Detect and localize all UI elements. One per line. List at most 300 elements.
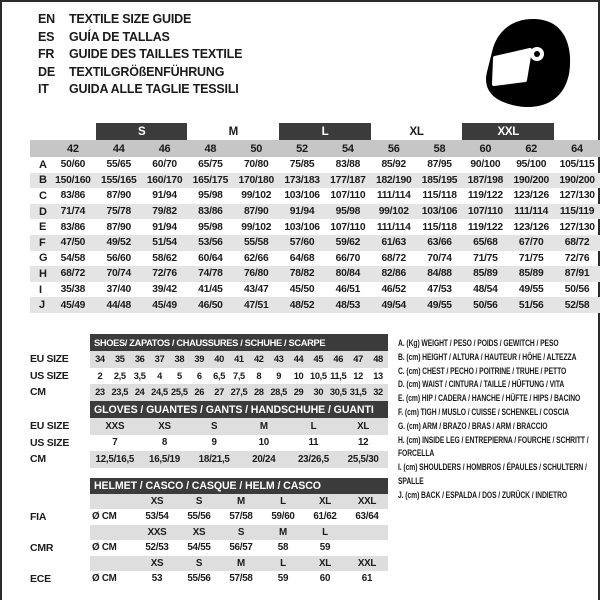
measure-cell: 127/130 [559,190,595,202]
measure-cell: 84/88 [427,268,452,280]
helmet-cell: 56/57 [229,542,253,554]
measure-cell: 66/70 [335,252,361,264]
measure-cell: 70/74 [106,268,131,280]
measure-cell: 80/84 [335,268,361,280]
measure-cell: 70/74 [427,252,452,264]
shoes-cell: 6 [196,370,202,381]
measure-letter: B [39,174,47,187]
gloves-cell: XXS [90,418,140,435]
measure-cell: 87/90 [106,221,131,233]
measure-cell: 105/115 [559,159,595,171]
shoes-cell: 2,5 [113,370,126,381]
measure-cell: 115/118 [422,221,457,233]
helmet-sizes-row-ece [30,556,388,572]
measure-cell: 72/76 [152,268,177,280]
measure-cell: 115/119 [559,206,595,218]
helmet-cell: 52/53 [145,542,169,554]
corner-spacer [30,123,50,140]
measure-cell: 91/94 [152,190,177,202]
legend-item: I. (cm) SHOULDERS / HOMBROS / ÉPAULES / SCHULTERN / SPALLE [398,461,587,486]
size-group-s: S [96,123,188,140]
gloves-title: GLOVES / GUANTES / GANTS / HANDSCHUHE / GUANTI [90,401,388,418]
helmet-unit-spacer [90,494,136,510]
measure-cell: 182/190 [375,174,412,186]
gloves-cell: 25,5/30 [338,451,388,468]
shoes-cell: 30,5 [328,384,348,401]
measure-cell: 59/62 [335,237,361,249]
measure-cell: 45/49 [60,299,86,311]
measure-cell: 190/200 [513,174,549,186]
helmet-cell: 61 [361,573,373,585]
measure-cell: 87/90 [243,206,269,218]
measure-cell: 53/56 [198,237,223,249]
gloves-size-table [30,401,388,468]
measure-cell: 111/114 [376,221,411,233]
measure-cell: 187/198 [467,174,504,186]
helmet-unit-spacer [90,556,136,572]
shoes-cell: 25,5 [169,384,189,401]
measure-row-g [30,251,600,267]
measure-row-a [30,157,600,173]
shoes-cell: 36 [130,351,150,368]
measure-cell: 47/50 [60,237,86,249]
size-group-row [30,123,600,140]
measure-cell: 62/66 [243,252,269,264]
helmet-size-header: XL [304,556,346,572]
measure-cell: 107/110 [330,190,366,202]
legend-item: J. (cm) BACK / ESPALDA / DOS / ZURÜCK / INDIETRO [398,488,568,500]
helmet-standard-label: CMR [30,540,90,556]
measure-cell: 39/42 [152,284,177,296]
helmet-size-header: S [178,494,220,510]
helmet-cell: 55/56 [187,511,211,523]
measure-cell: 123/126 [513,190,549,202]
gloves-row-label: US SIZE [30,435,90,452]
language-title-text: TEXTILE SIZE GUIDE [69,12,192,26]
shoes-cell: 44 [289,351,309,368]
measure-cell: 95/98 [198,221,223,233]
measure-letter: J [39,299,45,312]
size-group-m: M [228,125,238,138]
shoes-cell: 24,5 [150,384,170,401]
measure-letter: G [39,252,48,265]
measure-cell: 79/82 [152,206,177,218]
gloves-cell: 16,5/19 [140,451,190,468]
helmet-cell: 59 [319,542,331,554]
measure-cell: 95/100 [516,159,547,171]
shoes-cell: 11,5 [330,370,347,381]
gloves-cell: 12 [357,437,369,449]
measure-cell: 95/98 [335,206,361,218]
shoes-cell: 23,5 [110,384,130,401]
legend-item: G. (cm) ARM / BRAZO / BRAS / ARM / BRACCIO [398,419,548,431]
measure-cell: 185/195 [421,174,458,186]
language-title-text: TEXTILGRÖßENFÜHRUNG [69,64,225,79]
helmet-cell: 53/54 [145,511,169,523]
measure-cell: 103/106 [284,221,320,233]
helmet-size-header: XS [136,556,178,572]
language-code: FR [38,47,55,62]
measure-row-b [30,173,600,189]
measure-cell: 190/200 [559,174,595,186]
measure-cell: 58/62 [152,252,177,264]
shoes-cell: 45 [308,351,328,368]
measure-letter: I [39,283,42,296]
shoes-size-table [30,334,388,401]
helmet-cell: 54/55 [187,542,211,554]
measure-cell: 123/126 [513,221,549,233]
measure-cell: 67/70 [518,237,544,249]
size-group-l: L [279,123,371,140]
measure-cell: 74/78 [198,268,223,280]
measure-letter: C [39,189,47,202]
measure-row-e [30,219,600,235]
helmet-size-header: S [220,525,262,541]
measure-cell: 99/102 [378,206,409,218]
measure-cell: 65/68 [473,237,498,249]
textile-size-grid [30,123,600,313]
shoes-cell: 47 [348,351,368,368]
measure-cell: 65/75 [198,159,223,171]
size-header-46: 46 [158,142,171,155]
gloves-cell: 10 [258,437,269,449]
helmet-cell: 59/60 [271,511,295,523]
legend-item: C. (cm) CHEST / PECHO / POITRINE / TRUHE / PETTO [398,364,567,376]
measure-cell: 48/53 [335,299,361,311]
shoes-row-cm [30,384,388,401]
measure-cell: 54/58 [60,252,86,264]
measure-cell: 99/102 [241,221,272,233]
language-title-text: GUIDA ALLE TAGLIE TESSILI [69,82,239,97]
shoes-cell: 24 [130,384,150,401]
shoes-grid [30,334,388,401]
shoes-cell: 27,5 [229,384,249,401]
shoes-cell: 43 [269,351,289,368]
shoes-cell: 26 [189,384,209,401]
measure-cell: 115/118 [422,190,457,202]
gloves-row-cm [30,451,388,468]
shoes-row-label: EU SIZE [30,351,90,368]
helmet-sizes-row-cmr [30,525,388,541]
shoes-cell: 35 [110,351,130,368]
measure-cell: 44/48 [106,299,131,311]
measure-cell: 46/51 [335,284,361,296]
measure-cell: 75/78 [106,206,131,218]
measure-cell: 56/60 [106,252,131,264]
gloves-cell: L [289,418,339,435]
gloves-title-spacer [30,401,90,418]
helmet-size-header: M [262,525,304,541]
shoes-title: SHOES/ ZAPATOS / CHAUSSURES / SCHUHE / SCARPE [90,334,388,351]
measure-letter: E [39,221,47,234]
gloves-cell: 12,5/16,5 [90,451,140,468]
helmet-sizes-spacer [30,525,90,541]
shoes-cell: 7,5 [233,370,245,381]
shoes-cell: 29 [289,384,309,401]
measure-row-c [30,188,600,204]
measure-cell: 35/38 [60,284,86,296]
measure-cell: 50/60 [60,159,86,171]
measure-cell: 95/98 [198,190,223,202]
measure-letter: A [39,158,47,171]
shoes-cell: 48 [368,351,388,368]
helmet-size-header: XXS [136,525,178,541]
measure-row-d [30,204,600,220]
measure-cell: 51/54 [152,237,177,249]
measure-letter: D [39,205,47,218]
measure-cell: 55/58 [243,237,269,249]
shoes-row-label: US SIZE [30,368,90,385]
measure-cell: 103/106 [284,190,320,202]
shoes-cell: 10,5 [310,370,327,381]
shoes-cell: 30 [308,384,328,401]
measure-cell: 75/85 [289,159,315,171]
helmet-cell: 58 [277,542,289,554]
shoes-cell: 6,5 [213,370,226,381]
measure-row-f [30,235,600,251]
gloves-cell: 23/26,5 [289,451,339,468]
gloves-grid [30,401,388,468]
language-code: IT [38,82,49,97]
size-group-xxl: XXL [462,123,554,140]
helmet-cell: 57/58 [229,573,253,585]
measure-cell: 91/94 [152,221,177,233]
shoes-row-eu-size [30,351,388,368]
legend-item: B. (cm) HEIGHT / ALTURA / HAUTEUR / HÖHE / ALTEZZA [398,350,577,362]
measure-cell: 49/55 [427,299,452,311]
measure-cell: 87/91 [564,268,590,280]
shoes-cell: 12 [353,370,363,381]
measure-cell: 68/72 [564,237,590,249]
measure-cell: 51/56 [518,299,544,311]
shoes-cell: 8 [256,370,262,381]
size-header-42: 42 [67,142,79,155]
gloves-row-label: CM [30,451,90,468]
measure-cell: 107/110 [330,221,366,233]
gloves-row-us-size [30,435,388,452]
shoes-cell: 40 [209,351,229,368]
helmet-unit-label: Ø CM [92,511,117,523]
measure-cell: 68/72 [60,268,86,280]
shoes-cell: 46 [328,351,348,368]
helmet-grid [30,478,388,587]
shoes-cell: 27 [209,384,229,401]
shoes-cell: 31,5 [348,384,368,401]
measure-cell: 49/55 [518,284,544,296]
helmet-unit-label: Ø CM [92,573,117,585]
measure-cell: 127/130 [559,221,595,233]
measure-cell: 119/122 [467,221,503,233]
measure-cell: 85/89 [518,268,544,280]
measure-cell: 68/72 [381,252,406,264]
gloves-cell: 18/21,5 [189,451,239,468]
helmet-unit-spacer [90,525,136,541]
measure-cell: 83/86 [60,190,86,202]
size-header-54: 54 [342,142,354,155]
shoes-cell: 5 [176,370,182,381]
helmet-cell: 63/64 [355,511,379,523]
shoes-cell: 13 [373,370,383,381]
measure-cell: 45/50 [289,284,315,296]
helmet-cell: 61/62 [313,511,337,523]
measure-cell: 78/82 [289,268,315,280]
measurement-legend [398,336,590,502]
measure-row-j [30,297,600,313]
helmet-values-row-fia [30,509,388,525]
measure-cell: 107/110 [467,206,503,218]
size-header-52: 52 [296,142,308,155]
measure-cell: 99/102 [241,190,272,202]
helmet-size-header: M [220,556,262,572]
shoes-cell: 32 [368,384,388,401]
gloves-row-label: EU SIZE [30,418,90,435]
measure-cell: 72/76 [564,252,590,264]
measure-cell: 47/53 [427,284,452,296]
shoes-cell: 10 [293,370,304,381]
gloves-cell: 8 [161,437,168,449]
gloves-cell: M [239,418,289,435]
measure-cell: 60/64 [198,252,223,264]
shoes-row-label: CM [30,384,90,401]
measure-row-h [30,266,600,282]
helmet-cell: 57/58 [229,511,253,523]
helmet-cell: 55/56 [187,573,211,585]
measure-row-i [30,282,600,298]
measure-cell: 70/80 [243,159,269,171]
shoes-cell: 38 [169,351,189,368]
gloves-title-row [30,401,388,418]
shoes-cell: 9 [276,370,282,381]
measure-cell: 49/54 [381,299,406,311]
language-title-line [38,46,242,64]
size-header-50: 50 [250,142,263,155]
measure-cell: 63/66 [427,237,452,249]
measure-cell: 47/51 [243,299,269,311]
helmet-size-header: L [262,556,304,572]
helmet-values-row-cmr [30,540,388,556]
measure-cell: 91/94 [289,206,315,218]
shoes-title-spacer [30,334,90,351]
size-header-56: 56 [387,142,400,155]
measure-letter: F [39,236,46,249]
measure-cell: 57/60 [289,237,315,249]
measure-cell: 160/170 [146,174,183,186]
measure-cell: 111/114 [376,190,411,202]
measure-cell: 71/75 [473,252,498,264]
measure-cell: 43/47 [243,284,269,296]
helmet-cell: 60 [319,573,331,585]
size-header-48: 48 [204,142,217,155]
gloves-cell: 20/24 [239,451,289,468]
shoes-cell: 23 [90,384,110,401]
gloves-cell: 11 [308,437,319,449]
language-title-line [38,64,242,82]
helmet-icon-svg [485,18,571,108]
textile-size-table [30,123,600,313]
helmet-cell: 53 [151,573,163,585]
helmet-title-row [30,478,388,494]
helmet-size-header: L [262,494,304,510]
size-header-60: 60 [479,142,492,155]
language-code: EN [38,12,55,26]
measure-cell: 83/88 [335,159,361,171]
language-title-line [38,81,242,99]
helmet-cell: 59 [277,573,289,585]
measure-cell: 55/65 [106,159,131,171]
helmet-unit-label: Ø CM [92,542,117,554]
measure-cell: 46/50 [198,299,223,311]
helmet-size-header: XXL [346,494,388,510]
measure-cell: 83/86 [60,221,86,233]
measure-cell: 45/49 [152,299,177,311]
size-header-64: 64 [571,142,583,155]
gloves-cell: XL [338,418,388,435]
measure-cell: 83/86 [198,206,223,218]
size-header-62: 62 [525,142,538,155]
shoes-cell: 42 [249,351,269,368]
measure-cell: 76/80 [243,268,269,280]
measure-cell: 48/54 [473,284,498,296]
measure-cell: 165/175 [192,174,229,186]
helmet-size-header: S [178,556,220,572]
size-header-44: 44 [112,142,125,155]
measure-cell: 170/180 [238,174,274,186]
measure-cell: 41/45 [198,284,223,296]
language-code: ES [38,29,55,44]
size-header-58: 58 [433,142,446,155]
measure-cell: 61/63 [381,237,406,249]
helmet-cell [346,540,388,556]
shoes-title-row [30,334,388,351]
helmet-size-header: XS [178,525,220,541]
helmet-sizes-row-fia [30,494,388,510]
measure-cell: 46/52 [381,284,406,296]
language-title-list [38,11,242,99]
measure-cell: 103/106 [421,206,458,218]
helmet-sizes-spacer [30,494,90,510]
measure-cell: 50/56 [473,299,498,311]
language-title-line [38,29,242,47]
measure-cell: 150/160 [55,174,91,186]
shoes-cell: 41 [229,351,249,368]
measure-cell: 64/68 [289,252,315,264]
measure-cell: 37/40 [106,284,131,296]
helmet-standard-label: ECE [30,571,90,587]
helmet-title-spacer [30,478,90,494]
helmet-standard-label: FIA [30,509,90,525]
language-title-text: GUIDE DES TAILLES TEXTILE [69,47,243,62]
measure-cell: 60/70 [152,159,177,171]
language-code: DE [38,64,55,79]
measure-cell: 87/90 [106,190,131,202]
legend-item: A. (Kg) WEIGHT / PESO / POIDS / GEWITCH / PESO [398,337,559,348]
legend-item: E. (cm) HIP / CADERA / HANCHE / HÜFTE / HIPS / BACINO [398,392,581,404]
sizes-row-spacer [30,140,50,157]
legend-item: F. (cm) TIGH / MUSLO / CUISSE / SCHENKEL / COSCIA [398,405,570,417]
gloves-cell: S [189,418,239,435]
language-title-line [38,11,242,29]
helmet-size-header: XL [304,494,346,510]
size-numbers-row [30,140,600,157]
measure-cell: 50/56 [564,284,590,296]
gloves-row-eu-size [30,418,388,435]
helmet-values-row-ece [30,571,388,587]
size-group-xl: XL [409,125,424,138]
legend-item: D. (cm) WAIST / CINTURA / TAILLE / HÜFTUNG / VITA [398,378,565,390]
gloves-cell: XS [140,418,190,435]
measure-cell: 48/52 [289,299,315,311]
helmet-size-header: XS [136,494,178,510]
